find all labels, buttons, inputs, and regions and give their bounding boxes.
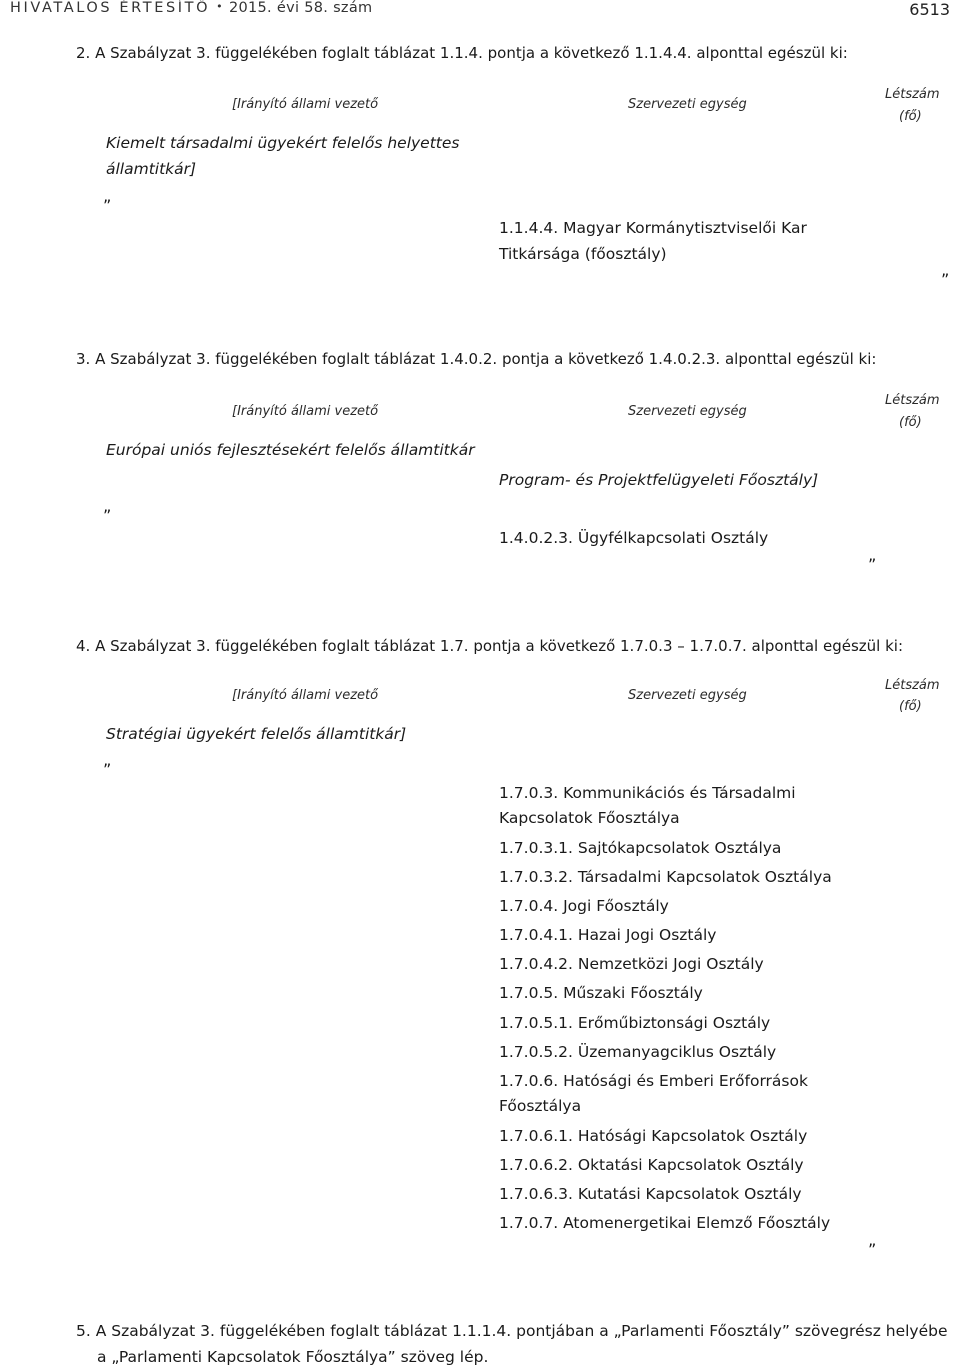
unit-text: 1.7.0.6.2. Oktatási Kapcsolatok Osztály [499, 1156, 804, 1174]
unit-text: 1.7.0.5. Műszaki Főosztály [499, 984, 703, 1002]
section-2-heading: 2. A Szabályzat 3. függelékében foglalt táblázat 1.1.4. pontja a következő 1.1.4.4. alponttal egészül ki: [76, 44, 848, 62]
col-header-headcount-unit: (fő) [899, 109, 922, 124]
unit-text: 1.7.0.5.2. Üzemanyagciklus Osztály [499, 1043, 777, 1061]
leader-text-line1: Kiemelt társadalmi ügyekért felelős helyettes [106, 134, 460, 152]
closing-quote: ” [941, 270, 950, 289]
unit-text: 1.7.0.3.1. Sajtókapcsolatok Osztálya [499, 839, 782, 857]
unit-text: 1.4.0.2.3. Ügyfélkapcsolati Osztály [499, 529, 769, 547]
publication-title: HIVATALOS ÉRTESÍTŐ [10, 0, 211, 16]
opening-quote: ” [103, 196, 112, 215]
col-header-headcount: Létszám [885, 678, 940, 693]
unit-text: 1.7.0.6.3. Kutatási Kapcsolatok Osztály [499, 1185, 802, 1203]
section-5-text-line2: a „Parlamenti Kapcsolatok Főosztálya” szöveg lép. [97, 1348, 489, 1366]
col-header-headcount: Létszám [885, 87, 940, 102]
opening-quote: ” [103, 506, 112, 525]
unit-text: 1.7.0.3.2. Társadalmi Kapcsolatok Osztálya [499, 868, 832, 886]
leader-text-line2: államtitkár] [106, 160, 197, 178]
unit-text: 1.7.0.4.1. Hazai Jogi Osztály [499, 926, 717, 944]
leader-text: Európai uniós fejlesztésekért felelős államtitkár [106, 441, 475, 459]
closing-quote: ” [868, 1240, 877, 1259]
opening-quote: ” [103, 760, 112, 779]
running-header [10, 0, 372, 16]
issue-label: 2015. évi 58. szám [228, 0, 373, 16]
unit-text: 1.7.0.6. Hatósági és Emberi Erőforrások [499, 1072, 808, 1090]
parent-unit-text: Program- és Projektfelügyeleti Főosztály] [499, 471, 819, 489]
col-header-leader: [Irányító állami vezető [232, 688, 379, 703]
section-3-heading: 3. A Szabályzat 3. függelékében foglalt táblázat 1.4.0.2. pontja a következő 1.4.0.2.3. alponttal egészül ki: [76, 350, 877, 368]
col-header-leader: [Irányító állami vezető [232, 97, 379, 112]
unit-text-line2: Titkársága (főosztály) [499, 245, 667, 263]
unit-text: 1.7.0.4. Jogi Főosztály [499, 897, 669, 915]
col-header-unit: Szervezeti egység [628, 97, 747, 112]
unit-text: 1.7.0.7. Atomenergetikai Elemző Főosztály [499, 1214, 831, 1232]
page-number: 6513 [909, 0, 950, 19]
col-header-headcount-unit: (fő) [899, 415, 922, 430]
closing-quote: ” [868, 555, 877, 574]
unit-text: Főosztálya [499, 1097, 582, 1115]
unit-text: 1.7.0.6.1. Hatósági Kapcsolatok Osztály [499, 1127, 808, 1145]
unit-text-line1: 1.1.4.4. Magyar Kormánytisztviselői Kar [499, 219, 807, 237]
col-header-unit: Szervezeti egység [628, 688, 747, 703]
col-header-unit: Szervezeti egység [628, 404, 747, 419]
unit-text: 1.7.0.5.1. Erőműbiztonsági Osztály [499, 1014, 771, 1032]
col-header-headcount-unit: (fő) [899, 699, 922, 714]
section-4-heading: 4. A Szabályzat 3. függelékében foglalt táblázat 1.7. pontja a következő 1.7.0.3 – 1.7.0.7. alponttal egészül ki: [76, 637, 904, 655]
unit-text: 1.7.0.4.2. Nemzetközi Jogi Osztály [499, 955, 764, 973]
section-5-text-line1: 5. A Szabályzat 3. függelékében foglalt táblázat 1.1.1.4. pontjában a „Parlamenti Főosztály” szövegrész helyébe [76, 1322, 948, 1340]
unit-text: Kapcsolatok Főosztálya [499, 809, 680, 827]
leader-text: Stratégiai ügyekért felelős államtitkár] [106, 725, 407, 743]
col-header-leader: [Irányító állami vezető [232, 404, 379, 419]
header-bullet: • [216, 0, 223, 13]
col-header-headcount: Létszám [885, 393, 940, 408]
unit-text: 1.7.0.3. Kommunikációs és Társadalmi [499, 784, 796, 802]
